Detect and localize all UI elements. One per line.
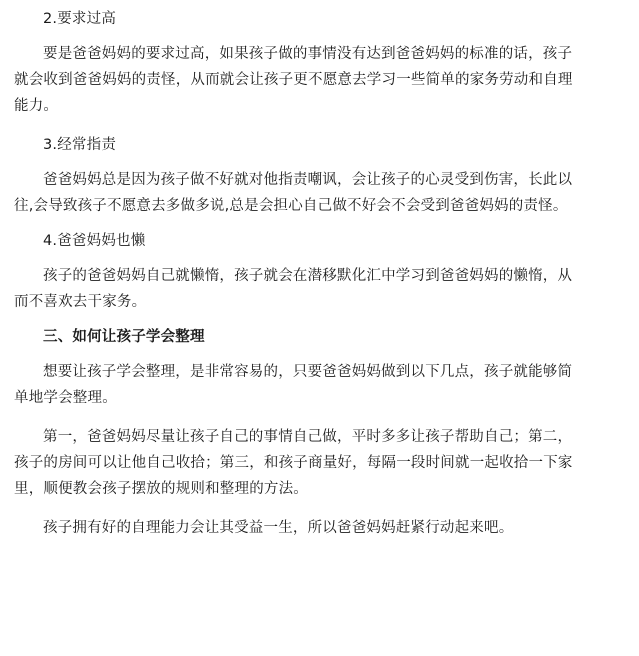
- subheading-3: 3.经常指责: [43, 137, 117, 153]
- paragraph-line: 就会收到爸爸妈妈的责怪，从而就会让孩子更不愿意去学习一些简单的家务劳动和自理: [14, 72, 573, 88]
- paragraph-5: [14, 359, 625, 411]
- paragraph-6: [14, 424, 625, 502]
- paragraph-line: 能力。: [14, 98, 59, 114]
- paragraph-line: 想要让孩子学会整理，是非常容易的，只要爸爸妈妈做到以下几点，孩子就能够简: [43, 364, 573, 380]
- paragraph-line: 孩子的爸爸妈妈自己就懒惰，孩子就会在潜移默化汇中学习到爸爸妈妈的懒惰，从: [43, 268, 573, 284]
- paragraph-7: [14, 515, 625, 541]
- paragraph-line: 里，顺便教会孩子摆放的规则和整理的方法。: [14, 481, 308, 497]
- paragraph-line: 爸爸妈妈总是因为孩子做不好就对他指责嘲讽，会让孩子的心灵受到伤害，长此以: [43, 172, 573, 188]
- paragraph-3: [14, 167, 625, 219]
- paragraph-line: 而不喜欢去干家务。: [14, 294, 147, 310]
- paragraph-line: 孩子的房间可以让他自己收拾；第三，和孩子商量好，每隔一段时间就一起收拾一下家: [14, 455, 573, 471]
- paragraph-line: 第一，爸爸妈妈尽量让孩子自己的事情自己做，平时多多让孩子帮助自己；第二，: [43, 429, 573, 445]
- subheading-4: 4.爸爸妈妈也懒: [43, 233, 146, 249]
- paragraph-2: [14, 41, 625, 119]
- paragraph-line: 孩子拥有好的自理能力会让其受益一生，所以爸爸妈妈赶紧行动起来吧。: [43, 520, 514, 536]
- subheading-2: 2.要求过高: [43, 11, 117, 27]
- section-title: 三、如何让孩子学会整理: [43, 329, 205, 345]
- paragraph-line: 往,会导致孩子不愿意去多做多说,总是会担心自己做不好会不会受到爸爸妈妈的责怪。: [14, 198, 568, 214]
- paragraph-4: [14, 263, 625, 315]
- paragraph-line: 单地学会整理。: [14, 390, 117, 406]
- paragraph-line: 要是爸爸妈妈的要求过高，如果孩子做的事情没有达到爸爸妈妈的标准的话，孩子: [43, 46, 573, 62]
